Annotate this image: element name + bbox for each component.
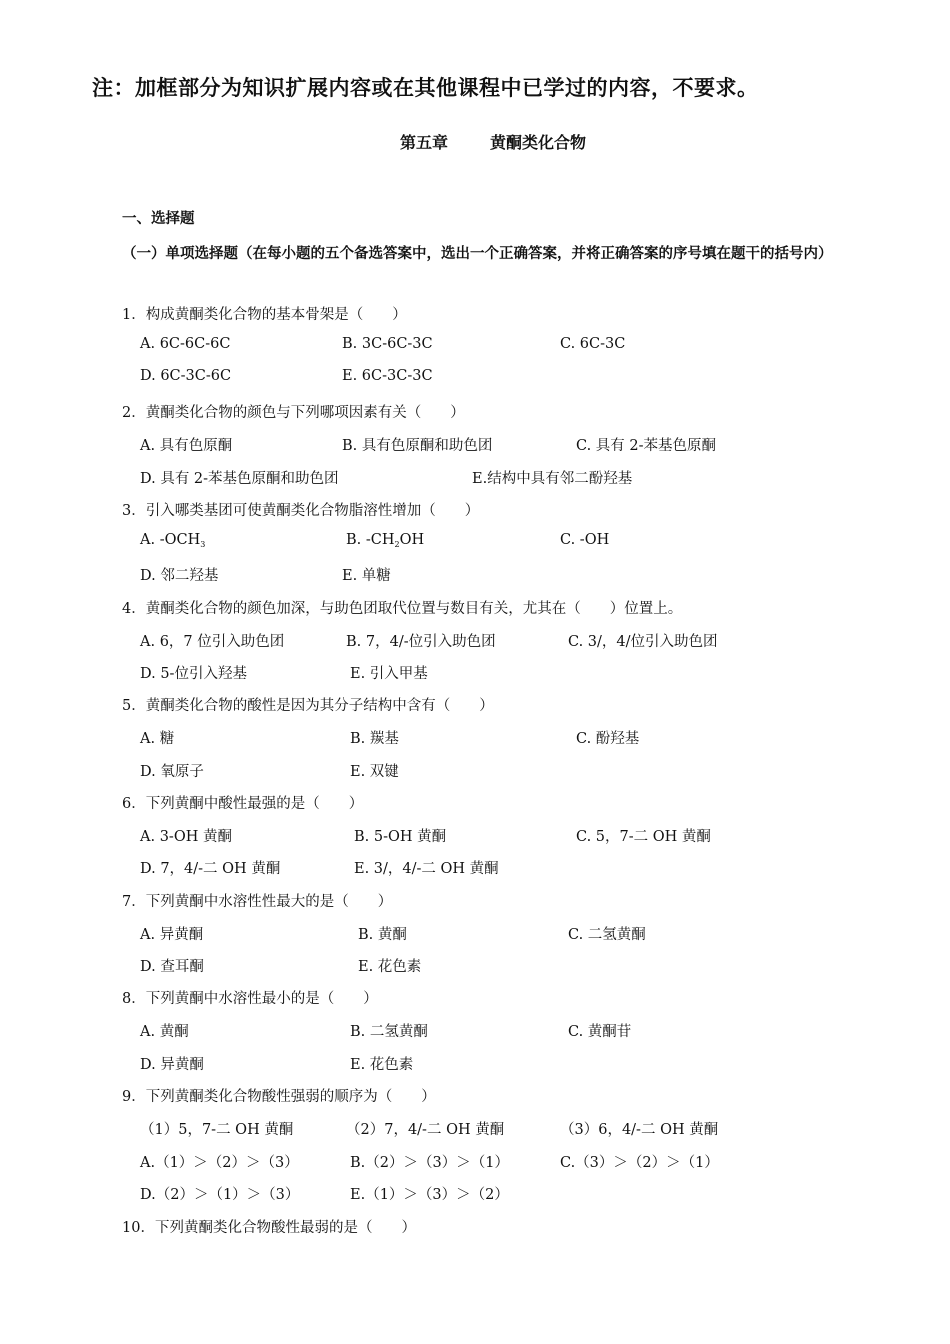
q3-option-b: B. $-CH_2OH$ [346, 532, 425, 549]
q2-option-b: B. 具有色原酮和助色团 [342, 438, 493, 454]
q1-option-d: D. 6C-3C-6C [140, 368, 232, 384]
q3-option-a: A. $-OCH_3$ [140, 532, 206, 549]
q2-option-a: A. 具有色原酮 [140, 438, 233, 454]
q5-option-c: C. 酚羟基 [576, 731, 640, 747]
q2-option-c: C. 具有 2-苯基色原酮 [576, 438, 717, 454]
q1-option-e: E. 6C-3C-3C [342, 368, 433, 384]
q4-option-e: E. 引入甲基 [350, 666, 428, 682]
q9-item-2: （2）7，4/-二 OH 黄酮 [346, 1122, 505, 1138]
q6-option-e: E. 3/，4/-二 OH 黄酮 [354, 861, 499, 877]
q4-option-c: C. 3/，4/位引入助色团 [568, 634, 718, 650]
question-9: 9．下列黄酮类化合物酸性强弱的顺序为（ ） [122, 1089, 436, 1105]
question-1: 1．构成黄酮类化合物的基本骨架是（ ） [122, 307, 407, 323]
question-10: 10．下列黄酮类化合物酸性最弱的是（ ） [122, 1220, 416, 1236]
q6-option-c: C. 5，7-二 OH 黄酮 [576, 829, 711, 845]
section-instruction: （一）单项选择题（在每小题的五个备选答案中，选出一个正确答案，并将正确答案的序号填在题干的括号内） [122, 246, 833, 262]
q9-item-1: （1）5，7-二 OH 黄酮 [140, 1122, 294, 1138]
q8-option-c: C. 黄酮苷 [568, 1024, 632, 1040]
question-6: 6．下列黄酮中酸性最强的是（ ） [122, 796, 364, 812]
q7-option-b: B. 黄酮 [358, 927, 407, 943]
q8-option-e: E. 花色素 [350, 1057, 414, 1073]
page-note: 注：加框部分为知识扩展内容或在其他课程中已学过的内容，不要求。 [92, 76, 759, 100]
q7-option-c: C. 二氢黄酮 [568, 927, 646, 943]
q6-option-b: B. 5-OH 黄酮 [354, 829, 447, 845]
q9-item-3: （3）6，4/-二 OH 黄酮 [560, 1122, 719, 1138]
q4-option-a: A. 6，7 位引入助色团 [140, 634, 285, 650]
q9-option-c: C.（3）＞（2）＞（1） [560, 1155, 719, 1171]
chapter-number: 第五章 [400, 133, 449, 152]
q8-option-d: D. 异黄酮 [140, 1057, 204, 1073]
q9-option-e: E.（1）＞（3）＞（2） [350, 1187, 509, 1203]
q9-option-b: B.（2）＞（3）＞（1） [350, 1155, 509, 1171]
q6-option-d: D. 7，4/-二 OH 黄酮 [140, 861, 281, 877]
section-title: 一、选择题 [122, 211, 195, 227]
q3-option-e: E. 单糖 [342, 568, 391, 584]
q8-option-a: A. 黄酮 [140, 1024, 189, 1040]
q9-option-d: D.（2）＞（1）＞（3） [140, 1187, 300, 1203]
question-5: 5．黄酮类化合物的酸性是因为其分子结构中含有（ ） [122, 698, 494, 714]
q6-option-a: A. 3-OH 黄酮 [140, 829, 232, 845]
question-4: 4．黄酮类化合物的颜色加深，与助色团取代位置与数目有关，尤其在（ ）位置上。 [122, 601, 683, 617]
q5-option-a: A. 糖 [140, 731, 175, 747]
question-3: 3．引入哪类基团可使黄酮类化合物脂溶性增加（ ） [122, 503, 480, 519]
question-2: 2．黄酮类化合物的颜色与下列哪项因素有关（ ） [122, 405, 465, 421]
chapter-title: 黄酮类化合物 [490, 133, 587, 152]
q3-option-d: D. 邻二羟基 [140, 568, 219, 584]
q5-option-b: B. 羰基 [350, 731, 399, 747]
q1-option-b: B. 3C-6C-3C [342, 336, 433, 352]
q4-option-d: D. 5-位引入羟基 [140, 666, 247, 682]
q5-option-e: E. 双键 [350, 764, 399, 780]
q8-option-b: B. 二氢黄酮 [350, 1024, 428, 1040]
q9-option-a: A.（1）＞（2）＞（3） [140, 1155, 299, 1171]
q2-option-e: E.结构中具有邻二酚羟基 [472, 471, 633, 487]
chapter-heading [400, 130, 586, 153]
question-8: 8．下列黄酮中水溶性最小的是（ ） [122, 991, 378, 1007]
q7-option-a: A. 异黄酮 [140, 927, 204, 943]
q2-option-d: D. 具有 2-苯基色原酮和助色团 [140, 471, 339, 487]
q4-option-b: B. 7，4/-位引入助色团 [346, 634, 496, 650]
question-7: 7．下列黄酮中水溶性性最大的是（ ） [122, 894, 393, 910]
q7-option-d: D. 查耳酮 [140, 959, 204, 975]
q3-option-c: C. -OH [560, 532, 610, 548]
q1-option-c: C. 6C-3C [560, 336, 626, 352]
q7-option-e: E. 花色素 [358, 959, 422, 975]
q1-option-a: A. 6C-6C-6C [140, 336, 231, 352]
q5-option-d: D. 氧原子 [140, 764, 204, 780]
